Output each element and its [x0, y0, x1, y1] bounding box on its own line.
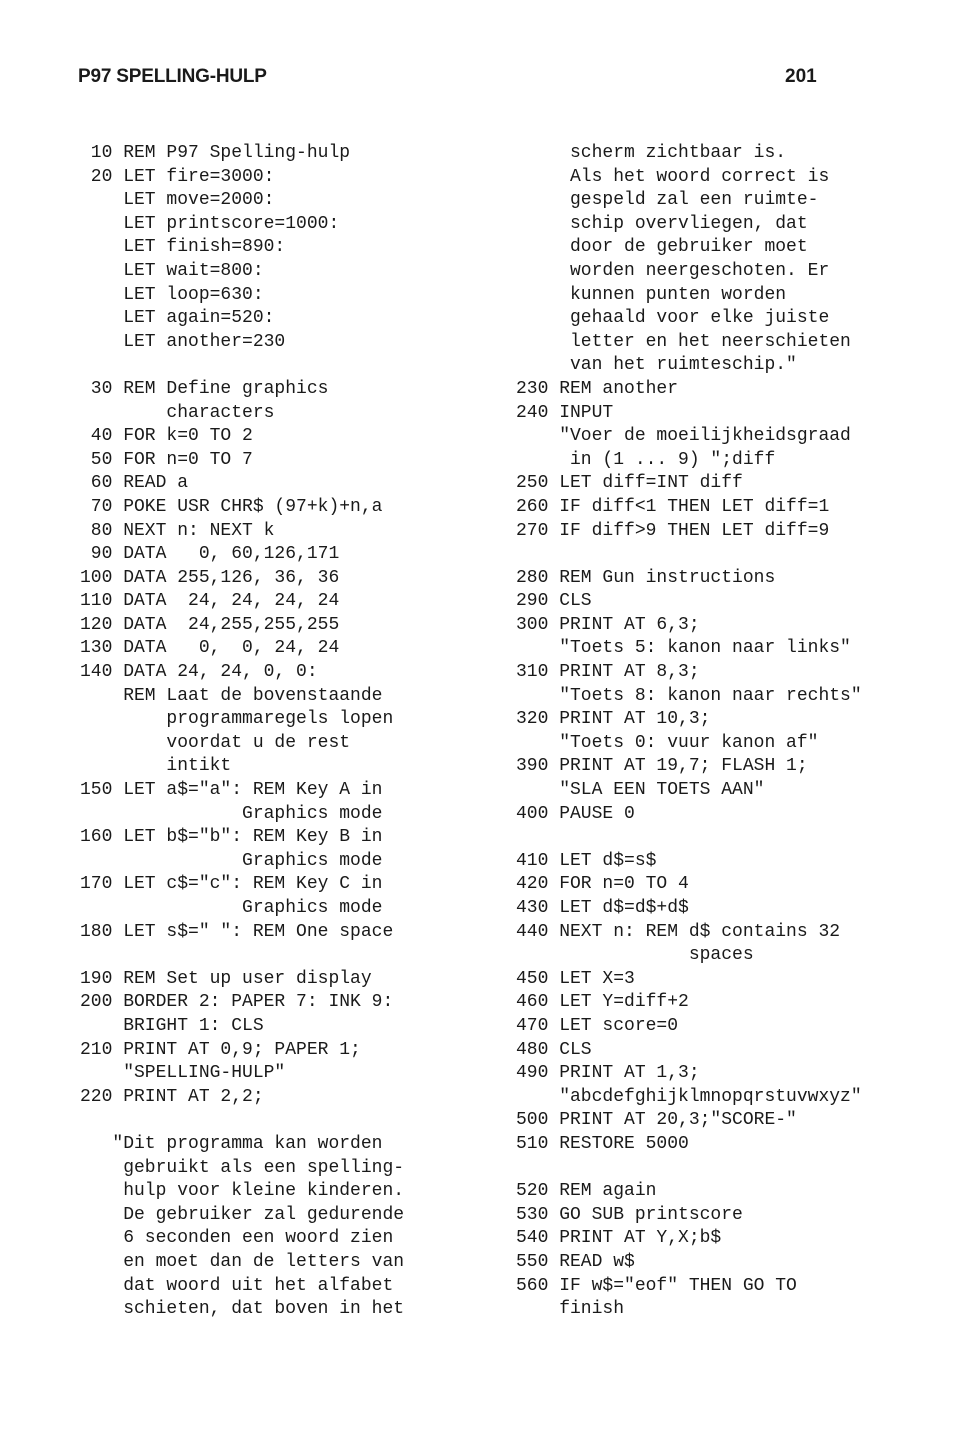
code-line: "Toets 8: kanon naar rechts" — [516, 685, 862, 706]
code-line: 100 DATA 255,126, 36, 36 — [80, 567, 340, 588]
code-line: dat woord uit het alfabet — [80, 1275, 394, 1296]
code-line: "SPELLING-HULP" — [80, 1063, 286, 1084]
code-line: 30 REM Define graphics — [80, 378, 329, 399]
code-line: LET printscore=1000: — [80, 213, 340, 234]
code-line: 440 NEXT n: REM d$ contains 32 — [516, 921, 841, 942]
code-line: 310 PRINT AT 8,3; — [516, 662, 700, 683]
code-line: LET another=230 — [80, 331, 286, 352]
code-line: 190 REM Set up user display — [80, 968, 372, 989]
code-line — [80, 944, 480, 968]
code-line: 450 LET X=3 — [516, 968, 635, 989]
code-line: "Toets 0: vuur kanon af" — [516, 732, 819, 753]
code-line: kunnen punten worden — [516, 284, 787, 305]
code-line: "SLA EEN TOETS AAN" — [516, 780, 765, 801]
code-line: 170 LET c$="c": REM Key C in — [80, 874, 383, 895]
code-line: 300 PRINT AT 6,3; — [516, 614, 700, 635]
code-line: scherm zichtbaar is. — [516, 143, 787, 163]
code-line — [80, 1109, 480, 1133]
code-line: BRIGHT 1: CLS — [80, 1015, 264, 1036]
code-line: 200 BORDER 2: PAPER 7: INK 9: — [80, 992, 394, 1013]
code-line: 50 FOR n=0 TO 7 — [80, 449, 253, 470]
code-line: 220 PRINT AT 2,2; — [80, 1086, 264, 1107]
code-line: 90 DATA 0, 60,126,171 — [80, 544, 340, 565]
code-line: 520 REM again — [516, 1181, 657, 1202]
code-line: "abcdefghijklmnopqrstuvwxyz" — [516, 1086, 862, 1107]
code-line: voordat u de rest — [80, 732, 351, 753]
code-line: 6 seconden een woord zien — [80, 1228, 394, 1249]
page-number: 201 — [785, 66, 817, 87]
code-line: en moet dan de letters van — [80, 1251, 405, 1272]
code-line: 460 LET Y=diff+2 — [516, 992, 689, 1013]
code-line: gebruikt als een spelling- — [80, 1157, 405, 1178]
code-line: LET again=520: — [80, 308, 275, 329]
code-line: letter en het neerschieten — [516, 331, 851, 352]
code-line: 230 REM another — [516, 378, 679, 399]
code-line: 490 PRINT AT 1,3; — [516, 1063, 700, 1084]
program-listing-left-column — [80, 142, 480, 1322]
code-line: 120 DATA 24,255,255,255 — [80, 614, 340, 635]
code-line: 270 IF diff>9 THEN LET diff=9 — [516, 520, 830, 541]
code-line: Graphics mode — [80, 898, 383, 918]
code-line: 20 LET fire=3000: — [80, 166, 275, 187]
code-line: 280 REM Gun instructions — [516, 567, 776, 588]
code-line: gehaald voor elke juiste — [516, 308, 830, 329]
code-line: Graphics mode — [80, 850, 383, 871]
code-line: REM Laat de bovenstaande — [80, 685, 383, 706]
program-listing-right-column — [516, 142, 956, 1322]
code-line: 10 REM P97 Spelling-hulp — [80, 143, 351, 163]
code-line: hulp voor kleine kinderen. — [80, 1181, 405, 1202]
code-line: LET loop=630: — [80, 284, 264, 305]
code-line: "Dit programma kan worden — [80, 1133, 383, 1154]
code-line: spaces — [516, 945, 754, 966]
code-line: 560 IF w$="eof" THEN GO TO — [516, 1275, 797, 1296]
code-line: "Toets 5: kanon naar links" — [516, 638, 851, 659]
code-line: 390 PRINT AT 19,7; FLASH 1; — [516, 756, 808, 777]
code-line — [516, 826, 956, 850]
code-line: 430 LET d$=d$+d$ — [516, 898, 689, 918]
code-line: 540 PRINT AT Y,X;b$ — [516, 1228, 722, 1249]
code-line: 550 READ w$ — [516, 1251, 635, 1272]
code-line — [516, 1157, 956, 1181]
code-line: 160 LET b$="b": REM Key B in — [80, 827, 383, 848]
code-line: van het ruimteschip." — [516, 355, 797, 376]
code-line: 240 INPUT — [516, 402, 614, 423]
code-line: characters — [80, 402, 275, 423]
code-line: 150 LET a$="a": REM Key A in — [80, 780, 383, 801]
code-line: 260 IF diff<1 THEN LET diff=1 — [516, 496, 830, 517]
code-line: 70 POKE USR CHR$ (97+k)+n,a — [80, 496, 383, 517]
code-line: 40 FOR k=0 TO 2 — [80, 426, 253, 447]
code-line: 140 DATA 24, 24, 0, 0: — [80, 662, 318, 683]
code-line: 500 PRINT AT 20,3;"SCORE-" — [516, 1110, 797, 1131]
code-line: intikt — [80, 756, 232, 777]
code-line: 180 LET s$=" ": REM One space — [80, 921, 394, 942]
code-line: LET wait=800: — [80, 260, 264, 281]
code-line: gespeld zal een ruimte- — [516, 190, 819, 211]
code-line: schieten, dat boven in het — [80, 1299, 405, 1320]
code-line: 410 LET d$=s$ — [516, 850, 657, 871]
code-line: schip overvliegen, dat — [516, 213, 808, 234]
code-line: 290 CLS — [516, 591, 592, 612]
code-line: 530 GO SUB printscore — [516, 1204, 743, 1225]
code-line: 420 FOR n=0 TO 4 — [516, 874, 689, 895]
code-line — [80, 354, 480, 378]
code-line — [516, 543, 956, 567]
code-line: 110 DATA 24, 24, 24, 24 — [80, 591, 340, 612]
code-line: door de gebruiker moet — [516, 237, 808, 258]
code-line: 510 RESTORE 5000 — [516, 1133, 689, 1154]
code-line: LET move=2000: — [80, 190, 275, 211]
code-line: programmaregels lopen — [80, 709, 394, 730]
code-line: worden neergeschoten. Er — [516, 260, 830, 281]
code-line: Graphics mode — [80, 803, 383, 824]
code-line: "Voer de moeilijkheidsgraad — [516, 426, 851, 447]
code-line: 210 PRINT AT 0,9; PAPER 1; — [80, 1039, 361, 1060]
code-line: in (1 ... 9) ";diff — [516, 449, 776, 470]
code-line: LET finish=890: — [80, 237, 286, 258]
code-line: De gebruiker zal gedurende — [80, 1204, 405, 1225]
code-line: 60 READ a — [80, 473, 189, 494]
code-line: 400 PAUSE 0 — [516, 803, 635, 824]
code-line: 130 DATA 0, 0, 24, 24 — [80, 638, 340, 659]
code-line: 320 PRINT AT 10,3; — [516, 709, 711, 730]
code-line: 480 CLS — [516, 1039, 592, 1060]
code-line: 250 LET diff=INT diff — [516, 473, 743, 494]
code-line: finish — [516, 1299, 625, 1320]
code-line: 470 LET score=0 — [516, 1015, 679, 1036]
code-line: Als het woord correct is — [516, 166, 830, 187]
code-line: 80 NEXT n: NEXT k — [80, 520, 275, 541]
page-title: P97 SPELLING-HULP — [78, 66, 267, 87]
